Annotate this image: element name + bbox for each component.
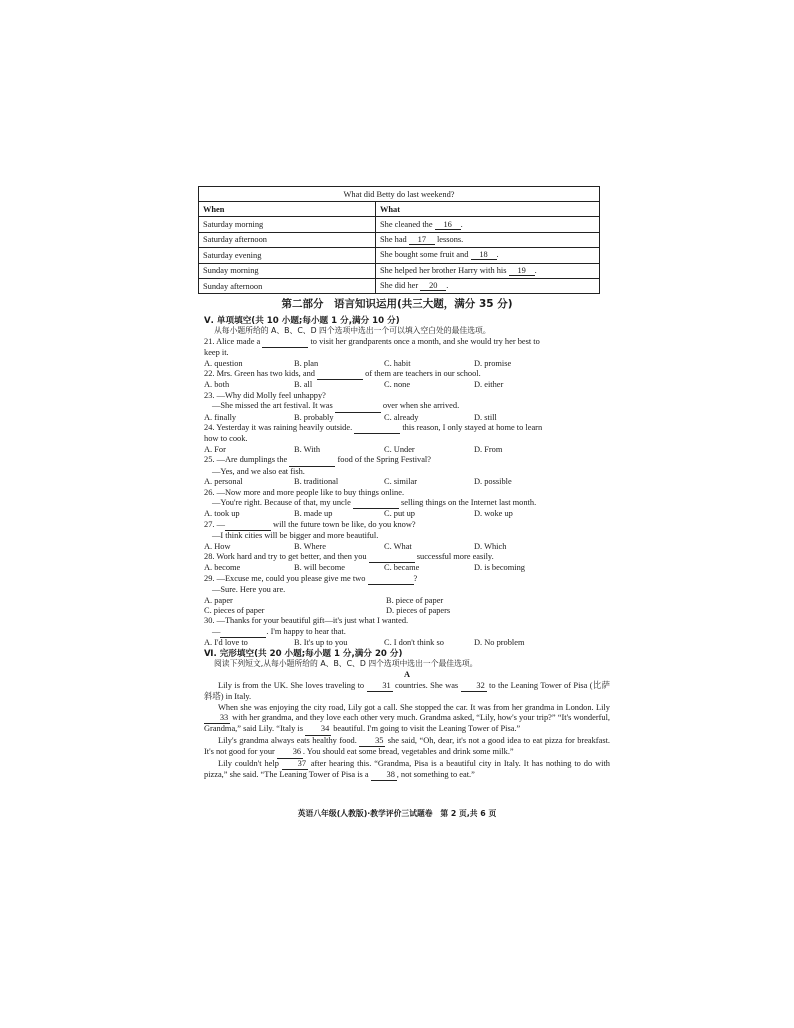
question-25-options: [204, 477, 610, 487]
page-footer: 英语八年级(人教版)·教学评价三试题卷 第 2 页,共 6 页: [297, 809, 497, 818]
option-a[interactable]: A. both: [204, 380, 230, 390]
cell-what: She helped her brother Harry with his 19 .: [376, 263, 600, 278]
option-d[interactable]: D. is becoming: [474, 563, 525, 573]
cell-when: Saturday morning: [199, 217, 376, 232]
option-c[interactable]: C. I don't think so: [384, 638, 444, 648]
answer-blank[interactable]: [353, 498, 399, 509]
question-30-options: [204, 638, 610, 648]
question-26-options: [204, 509, 610, 519]
option-c[interactable]: C. put up: [384, 509, 415, 519]
table-row: [199, 248, 600, 263]
option-d[interactable]: D. Which: [474, 541, 507, 551]
answer-blank[interactable]: 17: [409, 235, 435, 245]
cell-what: She bought some fruit and 18 .: [376, 248, 600, 263]
option-c[interactable]: C. already: [384, 412, 419, 422]
question-29-options-cd: [204, 606, 610, 616]
part-two-title: 第二部分 语言知识运用(共三大题，满分 35 分): [281, 298, 513, 310]
section-6-instruction: 阅读下列短文,从每小题所给的 A、B、C、D 四个选项中选出一个最佳选项。: [214, 659, 478, 668]
cell-when: Saturday afternoon: [199, 232, 376, 247]
option-b[interactable]: B. With: [294, 444, 321, 454]
option-b[interactable]: B. Where: [294, 541, 326, 551]
option-a[interactable]: A. question: [204, 358, 243, 368]
question-29-response: —Sure. Here you are.: [212, 585, 286, 595]
passage-paragraph: Lily couldn't help 37 after hearing this. “Grandma, Pisa is a beautiful city in Italy. It has nothing to do with pizza,” she said. “The Leaning Tower of Pisa is a 38 , not something to eat.”: [204, 759, 610, 782]
answer-blank[interactable]: [289, 455, 335, 466]
question-25-response: —Yes, and we also eat fish.: [212, 466, 305, 476]
answer-blank[interactable]: [369, 552, 415, 563]
option-d[interactable]: D. still: [474, 412, 497, 422]
question-22: 22. Mrs. Green has two kids, and of them are teachers in our school.: [204, 369, 610, 380]
question-27: 27. — will the future town be like, do you know?: [204, 520, 610, 531]
cell-what: She cleaned the 16 .: [376, 217, 600, 232]
cloze-blank[interactable]: 35: [359, 736, 385, 747]
answer-blank[interactable]: 20: [420, 281, 446, 291]
section-6-heading: Ⅵ. 完形填空(共 20 小题;每小题 1 分,满分 20 分): [204, 648, 403, 659]
option-c[interactable]: C. none: [384, 380, 411, 390]
cloze-blank[interactable]: 31: [367, 681, 393, 692]
question-26-response: —You're right. Because of that, my uncle selling things on the Internet last month.: [204, 498, 610, 509]
table-row: [199, 217, 600, 232]
answer-blank[interactable]: [354, 423, 400, 434]
option-a[interactable]: A. paper: [204, 595, 233, 605]
option-a[interactable]: A. become: [204, 563, 241, 573]
question-21-options: [204, 359, 610, 369]
option-b[interactable]: B. plan: [294, 358, 319, 368]
option-d[interactable]: D. either: [474, 380, 504, 390]
option-b[interactable]: B. It's up to you: [294, 638, 348, 648]
option-c[interactable]: C. pieces of paper: [204, 605, 265, 615]
table-row: [199, 278, 600, 293]
column-header-when: When: [199, 202, 376, 217]
option-b[interactable]: B. all: [294, 380, 313, 390]
question-21: 21. Alice made a to visit her grandparents once a month, and she would try her best to: [204, 337, 610, 348]
question-28-options: [204, 563, 610, 573]
cell-what: She did her 20 .: [376, 278, 600, 293]
cloze-blank[interactable]: 34: [305, 724, 331, 735]
passage-paragraph: Lily's grandma always eats healthy food. 35 she said, “Oh, dear, it's not a good idea to eat pizza for breakfast. It's not good for your 36 . You should eat some bread, vegetables and drink some milk.”: [204, 736, 610, 759]
option-a[interactable]: A. I'd love to: [204, 638, 248, 648]
question-22-options: [204, 380, 610, 390]
question-29-options-ab: [204, 596, 610, 606]
table-row: [199, 232, 600, 247]
section-5: [204, 316, 610, 781]
option-c[interactable]: C. Under: [384, 444, 415, 454]
question-30: 30. —Thanks for your beautiful gift—it's just what I wanted.: [204, 616, 409, 626]
cell-when: Saturday evening: [199, 248, 376, 263]
question-24: 24. Yesterday it was raining heavily outside. this reason, I only stayed at home to learn: [204, 423, 610, 434]
answer-blank[interactable]: 19: [509, 266, 535, 276]
table-row: [199, 263, 600, 278]
option-a[interactable]: A. For: [204, 444, 226, 454]
question-25: 25. —Are dumplings the food of the Spring Festival?: [204, 455, 610, 466]
answer-blank[interactable]: 18: [471, 250, 497, 260]
question-27-response: —I think cities will be bigger and more beautiful.: [212, 531, 379, 541]
table-caption: What did Betty do last weekend?: [199, 187, 600, 202]
option-b[interactable]: B. will become: [294, 563, 345, 573]
option-a[interactable]: A. took up: [204, 509, 240, 519]
question-24-continued: how to cook.: [204, 434, 248, 444]
option-a[interactable]: A. personal: [204, 477, 243, 487]
question-28: 28. Work hard and try to get better, and then you successful more easily.: [204, 552, 610, 563]
answer-blank[interactable]: [220, 627, 266, 638]
answer-blank[interactable]: [335, 401, 381, 412]
betty-weekend-table: [198, 186, 600, 294]
option-b[interactable]: B. traditional: [294, 477, 339, 487]
option-d[interactable]: D. From: [474, 444, 503, 454]
option-b[interactable]: B. piece of paper: [386, 595, 444, 605]
option-c[interactable]: C. habit: [384, 358, 411, 368]
question-23-options: [204, 413, 610, 423]
question-27-options: [204, 542, 610, 552]
section-5-heading: Ⅴ. 单项填空(共 10 小题;每小题 1 分,满分 10 分): [204, 316, 400, 326]
option-c[interactable]: C. What: [384, 541, 412, 551]
question-24-options: [204, 445, 610, 455]
option-b[interactable]: B. made up: [294, 509, 333, 519]
cloze-blank[interactable]: 32: [461, 681, 487, 692]
option-d[interactable]: D. No problem: [474, 638, 525, 648]
answer-blank[interactable]: [262, 337, 308, 348]
cell-when: Sunday afternoon: [199, 278, 376, 293]
option-d[interactable]: D. promise: [474, 358, 512, 368]
passage-paragraph: When she was enjoying the city road, Lily got a call. She stopped the car. It was from her grandma in London. Lily 33 with her grandma, and they love each other very much. Grandma asked, “Lily, how's your trip?” “It's wonderful, Grandma,” said Lily. “Italy is 34 beautiful. I'm going to visit the Leaning Tower of Pisa.”: [204, 703, 610, 736]
question-26: 26. —Now more and more people like to buy things online.: [204, 487, 405, 497]
answer-blank[interactable]: [368, 574, 414, 585]
passage-paragraph: Lily is from the UK. She loves traveling to 31 countries. She was 32 to the Leaning Tower of Pisa (比萨斜塔) in Italy.: [204, 680, 610, 702]
question-29: 29. —Excuse me, could you please give me two ?: [204, 574, 610, 585]
question-23: 23. —Why did Molly feel unhappy?: [204, 390, 326, 400]
cloze-blank[interactable]: 38: [371, 770, 397, 781]
answer-blank[interactable]: 16: [435, 220, 461, 230]
column-header-what: What: [376, 202, 600, 217]
answer-blank[interactable]: [225, 520, 271, 531]
option-d[interactable]: D. woke up: [474, 509, 513, 519]
option-a[interactable]: A. finally: [204, 412, 237, 422]
cloze-blank[interactable]: 36: [277, 747, 303, 758]
option-a[interactable]: A. How: [204, 541, 231, 551]
cloze-blank[interactable]: 37: [282, 759, 308, 770]
option-d[interactable]: D. pieces of papers: [386, 605, 451, 615]
answer-blank[interactable]: [317, 369, 363, 380]
cell-what: She had 17 lessons.: [376, 232, 600, 247]
option-c[interactable]: C. became: [384, 563, 420, 573]
cloze-blank[interactable]: 33: [204, 713, 230, 724]
option-d[interactable]: D. possible: [474, 477, 512, 487]
section-5-instruction: 从每小题所给的 A、B、C、D 四个选项中选出一个可以填入空白处的最佳选项。: [214, 326, 491, 336]
question-30-response: — . I'm happy to hear that.: [204, 627, 610, 638]
passage-label: A: [403, 670, 411, 680]
option-b[interactable]: B. probably: [294, 412, 334, 422]
cell-when: Sunday morning: [199, 263, 376, 278]
option-c[interactable]: C. similar: [384, 477, 418, 487]
question-21-continued: keep it.: [204, 348, 229, 358]
question-23-response: —She missed the art festival. It was over when she arrived.: [204, 401, 610, 412]
